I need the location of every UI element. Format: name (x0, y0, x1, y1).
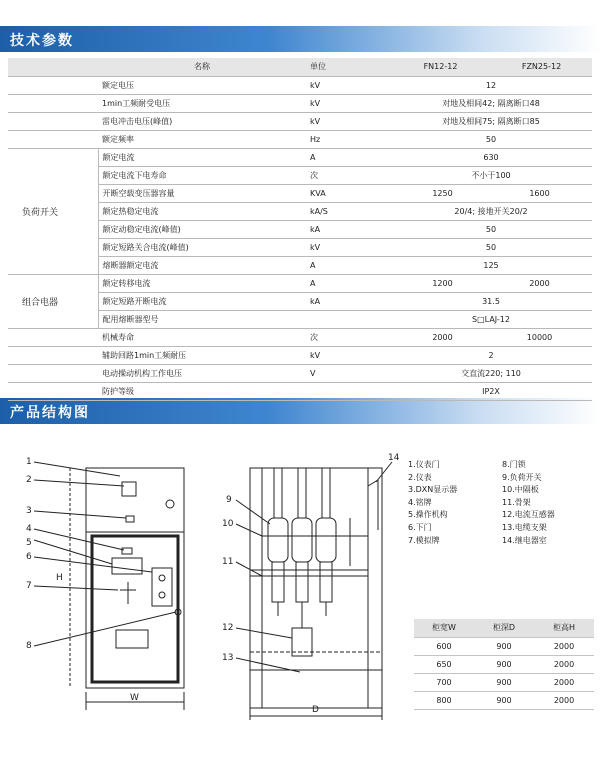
param-value: 不小于100 (390, 166, 592, 184)
param-unit: kV (306, 112, 390, 130)
legend-item: 1.仪表门 (408, 460, 440, 469)
param-name: 雷电冲击电压(峰值) (98, 112, 306, 130)
callout-9: 9 (226, 495, 232, 505)
param-name: 额定热稳定电流 (98, 202, 306, 220)
legend-item: 4.铭牌 (408, 497, 432, 507)
section-title: 产品结构图 (10, 405, 90, 421)
legend-item: 14.继电器室 (502, 535, 547, 545)
front-cabinet-outline (86, 468, 184, 688)
dim-width: W (130, 693, 139, 703)
param-unit: kA (306, 220, 390, 238)
table-row: 800 900 2000 (414, 691, 594, 709)
param-name: 开断空载变压器容量 (98, 184, 306, 202)
operating-mechanism (152, 568, 172, 606)
param-value: S□LAJ-12 (390, 310, 592, 328)
param-value: 50 (390, 238, 592, 256)
param-unit: 次 (306, 328, 390, 346)
nameplate (122, 548, 132, 554)
callout-7: 7 (26, 581, 32, 591)
table-row (8, 346, 592, 364)
value-fzn25: 10000 (526, 332, 553, 342)
param-name: 机械寿命 (98, 328, 306, 346)
legend-row (408, 459, 598, 472)
callout-1: 1 (26, 457, 32, 467)
param-unit: 次 (306, 166, 390, 184)
param-value: 50 (390, 220, 592, 238)
param-name: 额定电流 (98, 148, 306, 166)
row-group: 负荷开关 (8, 148, 98, 274)
param-name: 防护等级 (98, 382, 306, 400)
parts-legend (408, 459, 598, 547)
param-unit: kA/S (306, 202, 390, 220)
callout-8: 8 (26, 641, 32, 651)
value-fn12: 1250 (432, 188, 453, 198)
callout-10: 10 (222, 519, 234, 529)
table-row (8, 274, 592, 292)
legend-row (408, 484, 598, 497)
callout-6: 6 (26, 552, 32, 562)
param-name: 电动操动机构工作电压 (98, 364, 306, 382)
legend-row (408, 497, 598, 510)
param-value: 20/4; 接地开关20/2 (390, 202, 592, 220)
param-value (390, 328, 592, 346)
table-row (8, 328, 592, 346)
param-unit: Hz (306, 130, 390, 148)
legend-item: 12.电流互感器 (502, 510, 555, 520)
table-row (8, 130, 592, 148)
legend-item: 10.中隔板 (502, 485, 539, 495)
table-row (8, 148, 592, 166)
legend-item: 13.电缆支架 (502, 522, 547, 532)
param-unit: kV (306, 94, 390, 112)
size-header-row (414, 619, 594, 637)
legend-row (408, 472, 598, 485)
legend-item: 3.DXN显示器 (408, 485, 458, 495)
param-value: 对地及相间75; 隔离断口85 (390, 112, 592, 130)
callout-13: 13 (222, 653, 234, 663)
dim-height: H (56, 573, 63, 583)
table-row (8, 76, 592, 94)
param-unit: A (306, 274, 390, 292)
param-name: 配用熔断器型号 (98, 310, 306, 328)
header-depth: 柜深D (474, 619, 534, 637)
param-name: 额定频率 (98, 130, 306, 148)
callout-14: 14 (388, 453, 400, 463)
table-row: 700 900 2000 (414, 673, 594, 691)
param-value: 交直流220; 110 (390, 364, 592, 382)
param-value: 对地及相间42; 隔离断口48 (390, 94, 592, 112)
param-value: 2 (390, 346, 592, 364)
param-unit: KVA (306, 184, 390, 202)
legend-row (408, 522, 598, 535)
param-value: 125 (390, 256, 592, 274)
spec-header-row (8, 58, 592, 76)
value-fn12: 1200 (432, 278, 453, 288)
table-row (8, 112, 592, 130)
header-width: 柜宽W (414, 619, 474, 637)
param-value (390, 184, 592, 202)
param-unit: A (306, 256, 390, 274)
legend-row (408, 535, 598, 548)
param-value (390, 274, 592, 292)
table-row (8, 382, 592, 400)
callout-5: 5 (26, 538, 32, 548)
param-name: 辅助回路1min工频耐压 (98, 346, 306, 364)
callout-2: 2 (26, 475, 32, 485)
section-banner-tech (0, 26, 600, 52)
header-name: 名称 (98, 58, 306, 76)
meter-knob (166, 500, 174, 508)
param-unit: A (306, 148, 390, 166)
legend-item: 2.仪表 (408, 472, 432, 482)
value-fn12: 2000 (432, 332, 453, 342)
param-value: IP2X (390, 382, 592, 400)
param-unit (306, 310, 390, 328)
value-fzn25: 2000 (529, 278, 550, 288)
table-row (8, 94, 592, 112)
header-unit: 单位 (306, 58, 390, 76)
param-name: 额定电压 (98, 76, 306, 94)
param-name: 额定转移电流 (98, 274, 306, 292)
relay-room (368, 480, 378, 530)
section-title: 技术参数 (10, 33, 74, 49)
row-group: 组合电器 (8, 274, 98, 328)
legend-item: 5.操作机构 (408, 510, 448, 520)
param-name: 额定动稳定电流(峰值) (98, 220, 306, 238)
size-table (414, 619, 594, 710)
param-unit: kV (306, 76, 390, 94)
param-value: 12 (390, 76, 592, 94)
legend-row (408, 509, 598, 522)
legend-item: 8.门锁 (502, 460, 526, 469)
table-row (8, 364, 592, 382)
callout-11: 11 (222, 557, 234, 567)
value-fzn25: 1600 (529, 188, 550, 198)
legend-item: 9.负荷开关 (502, 472, 542, 482)
legend-item: 11.骨架 (502, 497, 531, 507)
structure-diagram (0, 420, 410, 720)
param-name: 1min工频耐受电压 (98, 94, 306, 112)
param-unit: V (306, 364, 390, 382)
dxn-display (126, 516, 134, 522)
param-unit: kV (306, 238, 390, 256)
param-unit (306, 382, 390, 400)
param-unit: kV (306, 346, 390, 364)
instrument-box (122, 482, 136, 496)
header-fn12: FN12-12 (390, 58, 491, 76)
callout-12: 12 (222, 623, 234, 633)
header-height: 柜高H (534, 619, 594, 637)
param-value: 50 (390, 130, 592, 148)
load-switch-insulator (268, 518, 288, 562)
param-name: 额定短路开断电流 (98, 292, 306, 310)
table-row: 600 900 2000 (414, 637, 594, 655)
legend-item: 6.下门 (408, 522, 432, 532)
header-fzn25: FZN25-12 (491, 58, 592, 76)
param-value: 630 (390, 148, 592, 166)
legend-item: 7.模拟牌 (408, 535, 440, 545)
table-row: 650 900 2000 (414, 655, 594, 673)
callout-4: 4 (26, 524, 32, 534)
param-name: 熔断器额定电流 (98, 256, 306, 274)
param-unit: kA (306, 292, 390, 310)
param-name: 额定短路关合电流(峰值) (98, 238, 306, 256)
callout-3: 3 (26, 506, 32, 516)
param-value: 31.5 (390, 292, 592, 310)
param-name: 额定电流下电寿命 (98, 166, 306, 184)
side-cabinet-outline (250, 468, 382, 708)
spec-table (8, 58, 592, 401)
dim-depth: D (312, 705, 319, 715)
